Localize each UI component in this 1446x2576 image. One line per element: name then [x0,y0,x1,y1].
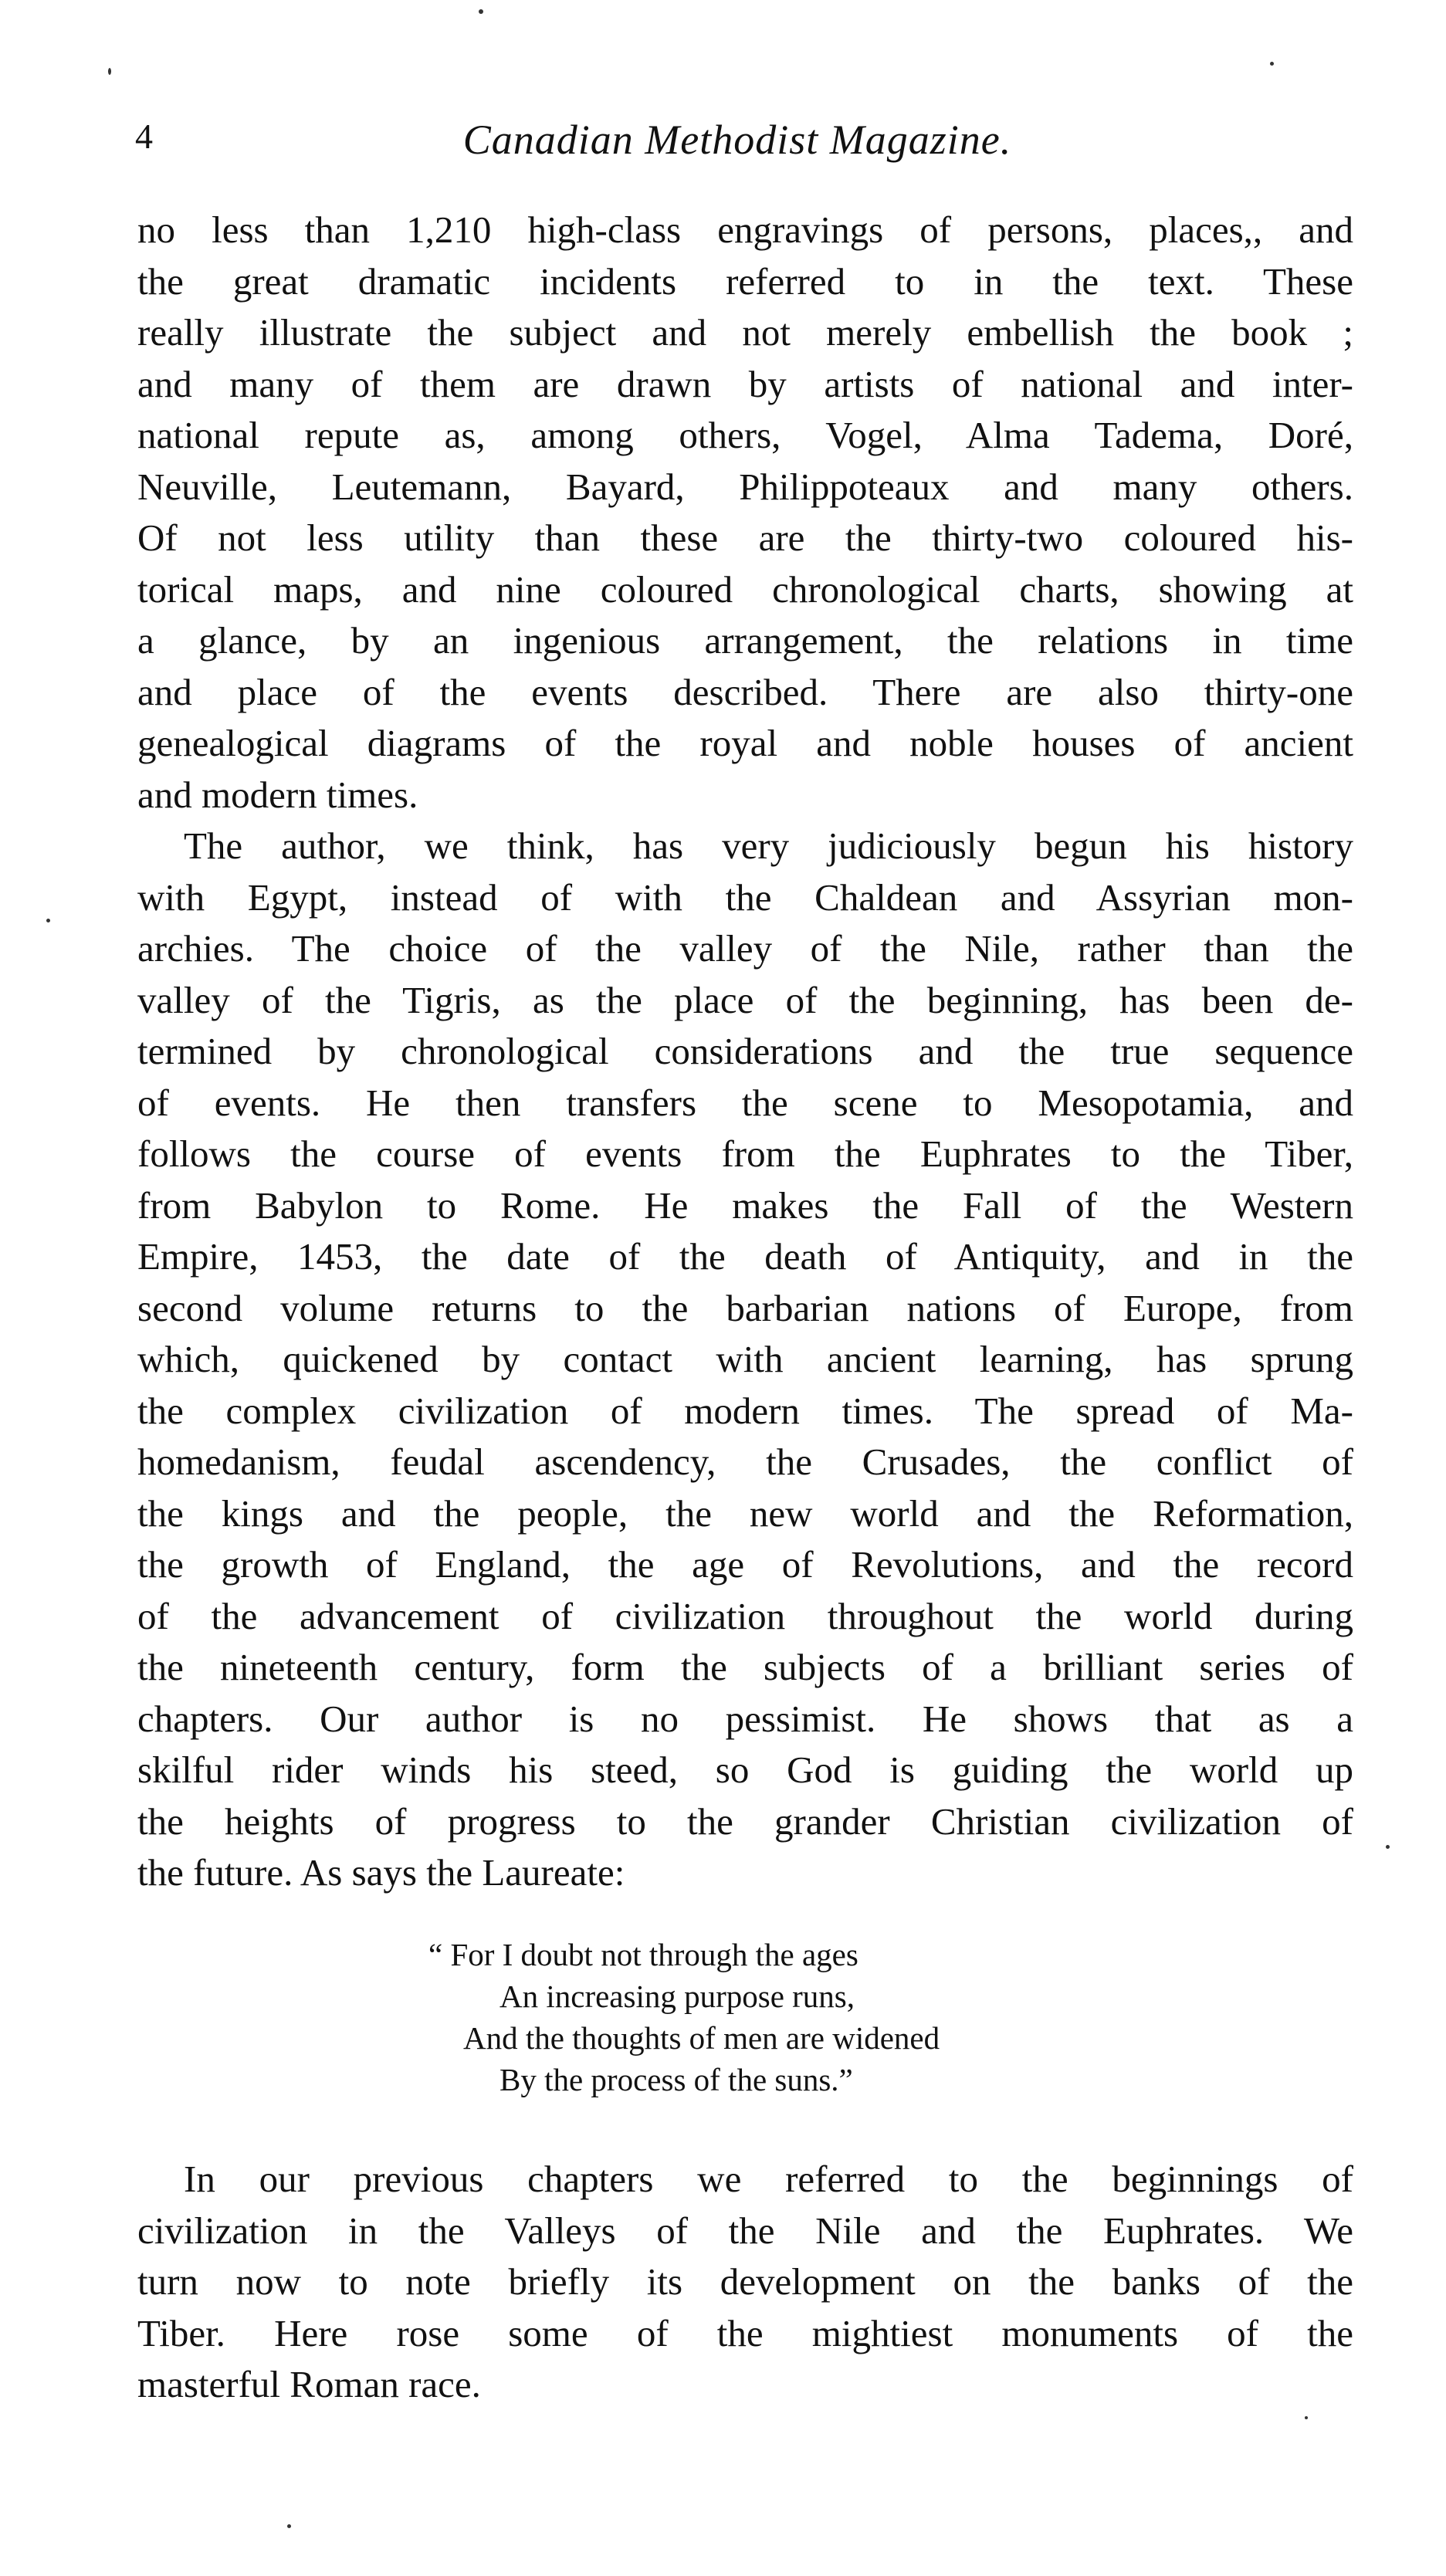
poem-line: An increasing purpose runs, [499,1979,855,2014]
text-line: torical maps, and nine coloured chronological charts, showing at [137,567,1353,611]
text-line: In our previous chapters we referred to the beginnings of [184,2158,1353,2200]
text-line: national repute as, among others, Vogel, Alma Tadema, Doré, [137,414,1353,456]
text-line: skilful rider winds his steed, so God is guiding the world up [137,1748,1353,1791]
text-line: termined by chronological considerations and the true sequence [137,1030,1353,1072]
text-line: masterful Roman race. [137,2363,481,2405]
text-line: of events. He then transfers the scene to Mesopotamia, and [137,1081,1353,1124]
poem-line: By the process of the suns.” [499,2062,853,2097]
paragraph-1 [137,205,1353,821]
text-line: with Egypt, instead of with the Chaldean and Assyrian mon- [137,875,1353,919]
text-line: really illustrate the subject and not merely embellish the book ; [137,311,1353,354]
text-line: the heights of progress to the grander Christian civilization of [137,1799,1353,1843]
text-line: a glance, by an ingenious arrangement, the relations in time [137,619,1353,662]
paragraph-3 [137,2154,1353,2411]
scan-speck [108,68,111,75]
body-text [137,205,1353,1899]
text-line: civilization in the Valleys of the Nile and the Euphrates. We [137,2209,1353,2252]
scan-speck [287,2524,291,2528]
text-line: Empire, 1453, the date of the death of Antiquity, and in the [137,1235,1353,1278]
text-line: the future. As says the Laureate: [137,1851,625,1894]
running-title: Canadian Methodist Magazine. [462,117,1012,163]
scan-speck [46,919,50,922]
text-line: the kings and the people, the new world and the Reformation, [137,1491,1353,1535]
text-line: and many of them are drawn by artists of national and inter- [137,362,1353,405]
text-line: Neuville, Leutemann, Bayard, Philippoteaux and many others. [137,465,1353,508]
text-line: which, quickened by contact with ancient learning, has sprung [137,1338,1353,1380]
text-line: second volume returns to the barbarian nations of Europe, from [137,1286,1353,1329]
scan-speck [1386,1845,1390,1849]
text-line: follows the course of events from the Euphrates to the Tiber, [137,1132,1353,1175]
text-line: and place of the events described. There are also thirty-one [137,670,1353,713]
text-line: homedanism, feudal ascendency, the Crusades, the conflict of [137,1440,1353,1483]
text-line: of the advancement of civilization throughout the world during [137,1594,1353,1637]
page-number: 4 [135,117,153,156]
poem-quotation [428,1934,1123,2100]
scan-speck [1305,2416,1308,2419]
scan-speck [479,9,483,14]
scan-speck [1270,62,1274,66]
page-header [135,116,1339,178]
text-line: valley of the Tigris, as the place of the beginning, has been de- [137,978,1353,1021]
text-line: the complex civilization of modern times. The spread of Ma- [137,1389,1353,1432]
text-line: The author, we think, has very judiciously begun his history [184,824,1353,867]
text-line: turn now to note briefly its development on the banks of the [137,2260,1353,2303]
text-line: the growth of England, the age of Revolutions, and the record [137,1543,1353,1586]
text-line: from Babylon to Rome. He makes the Fall of the Western [137,1183,1353,1227]
poem-line: “ For I doubt not through the ages [428,1937,858,1972]
poem-line: And the thoughts of men are widened [463,2020,940,2056]
text-line: genealogical diagrams of the royal and noble houses of ancient [137,722,1353,764]
text-line: archies. The choice of the valley of the Nile, rather than the [137,927,1353,970]
text-line: chapters. Our author is no pessimist. He shows that as a [137,1697,1353,1740]
text-line: Of not less utility than these are the thirty-two coloured his- [137,516,1353,559]
paragraph-2 [137,821,1353,1899]
text-line: the nineteenth century, form the subjects of a brilliant series of [137,1646,1353,1688]
text-line: Tiber. Here rose some of the mightiest monuments of the [137,2311,1353,2354]
text-line: the great dramatic incidents referred to in the text. These [137,259,1353,303]
text-line: no less than 1,210 high-class engravings of persons, places,, and [137,208,1353,251]
text-line: and modern times. [137,773,418,816]
